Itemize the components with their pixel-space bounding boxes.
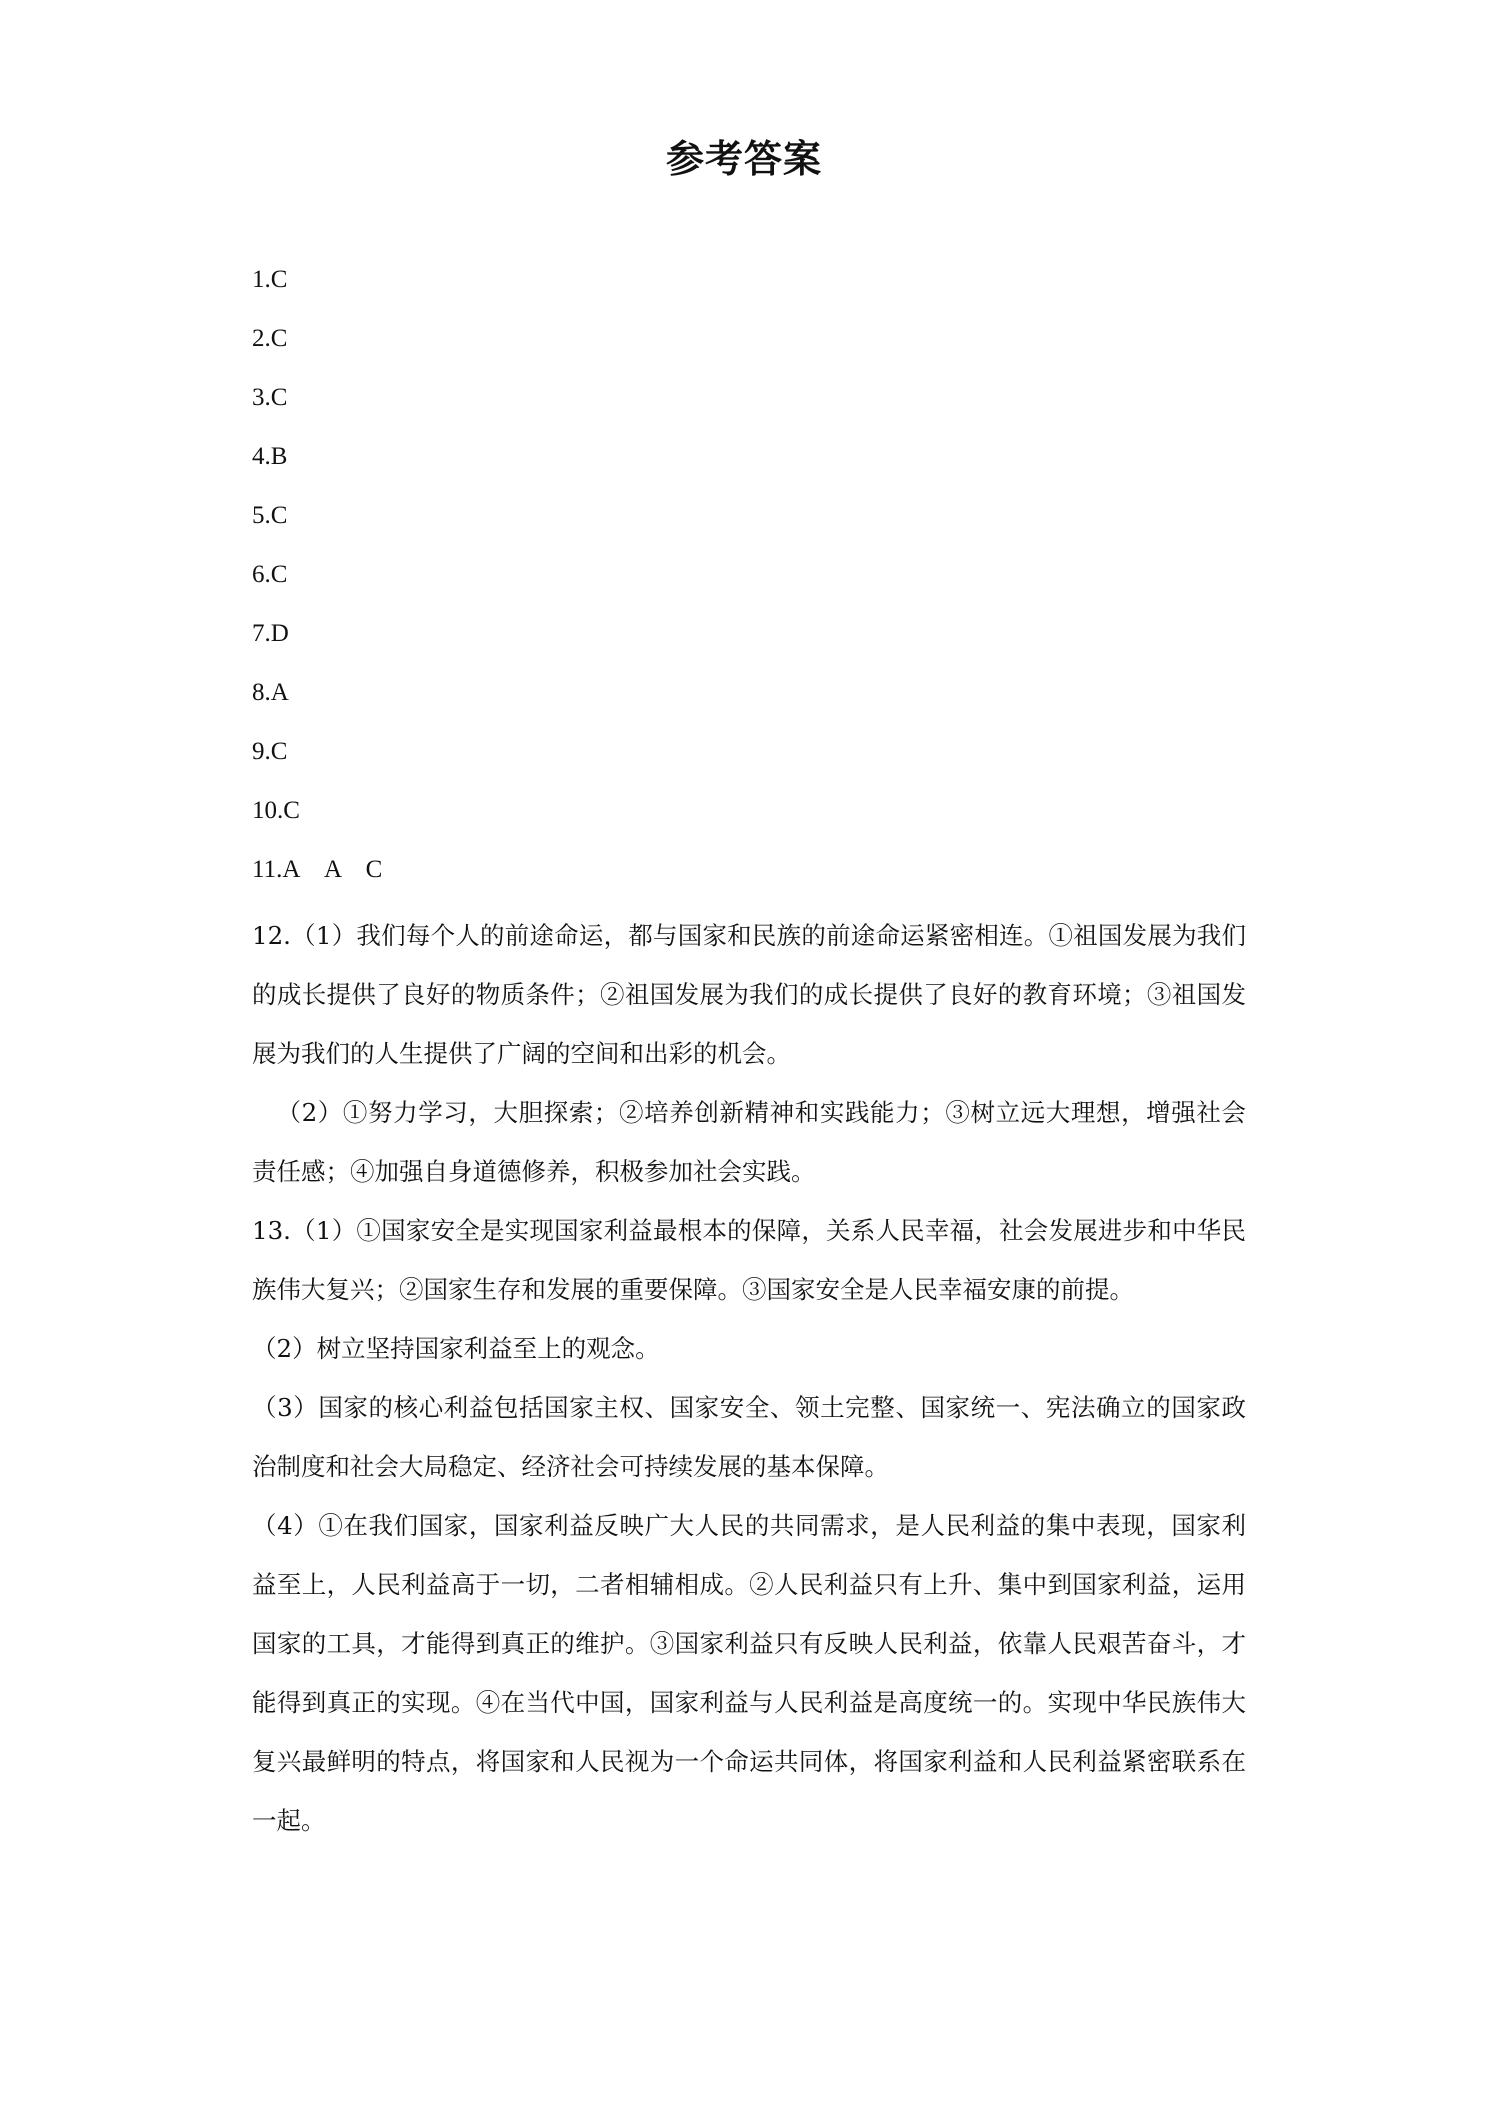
- page-title: 参考答案: [665, 136, 822, 181]
- q12-part1-answer: 12.（1）我们每个人的前途命运，都与国家和民族的前途命运紧密相连。①祖国发展为我们的成长提供了良好的物质条件；②祖国发展为我们的成长提供了良好的教育环境；③祖国发展为我们的人生提供了广阔的空间和出彩的机会。: [252, 921, 1246, 1068]
- choice-answer-8: 8.A: [252, 679, 289, 706]
- choice-answer-9: 9.C: [252, 738, 288, 765]
- q13-part4-answer: （4）①在我们国家，国家利益反映广大人民的共同需求，是人民利益的集中表现，国家利益至上，人民利益高于一切，二者相辅相成。②人民利益只有上升、集中到国家利益，运用国家的工具，才能得到真正的维护。③国家利益只有反映人民利益，依靠人民艰苦奋斗，才能得到真正的实现。④在当代中国，国家利益与人民利益是高度统一的。实现中华民族伟大复兴最鲜明的特点，将国家和人民视为一个命运共同体，将国家利益和人民利益紧密联系在一起。: [252, 1511, 1246, 1835]
- choice-answer-2: 2.C: [252, 325, 288, 352]
- choice-answer-7: 7.D: [252, 620, 289, 647]
- choice-answer-3: 3.C: [252, 384, 288, 411]
- essay-answers: [252, 906, 1246, 1850]
- choice-answer-10: 10.C: [252, 797, 300, 824]
- choice-answer-11: 11.A A C: [252, 856, 383, 883]
- q12-part2-answer: （2）①努力学习，大胆探索；②培养创新精神和实践能力；③树立远大理想，增强社会责任感；④加强自身道德修养，积极参加社会实践。: [252, 1098, 1246, 1186]
- choice-answer-1: 1.C: [252, 266, 288, 293]
- q13-part3-answer: （3）国家的核心利益包括国家主权、国家安全、领土完整、国家统一、宪法确立的国家政治制度和社会大局稳定、经济社会可持续发展的基本保障。: [252, 1393, 1246, 1481]
- choice-answer-6: 6.C: [252, 561, 288, 588]
- choice-answer-5: 5.C: [252, 502, 288, 529]
- q13-part1-answer: 13.（1）①国家安全是实现国家利益最根本的保障，关系人民幸福，社会发展进步和中华民族伟大复兴；②国家生存和发展的重要保障。③国家安全是人民幸福安康的前提。: [252, 1216, 1246, 1304]
- choice-answer-list: [252, 262, 1252, 911]
- choice-answer-4: 4.B: [252, 443, 288, 470]
- q13-part2-answer: （2）树立坚持国家利益至上的观念。: [252, 1334, 660, 1363]
